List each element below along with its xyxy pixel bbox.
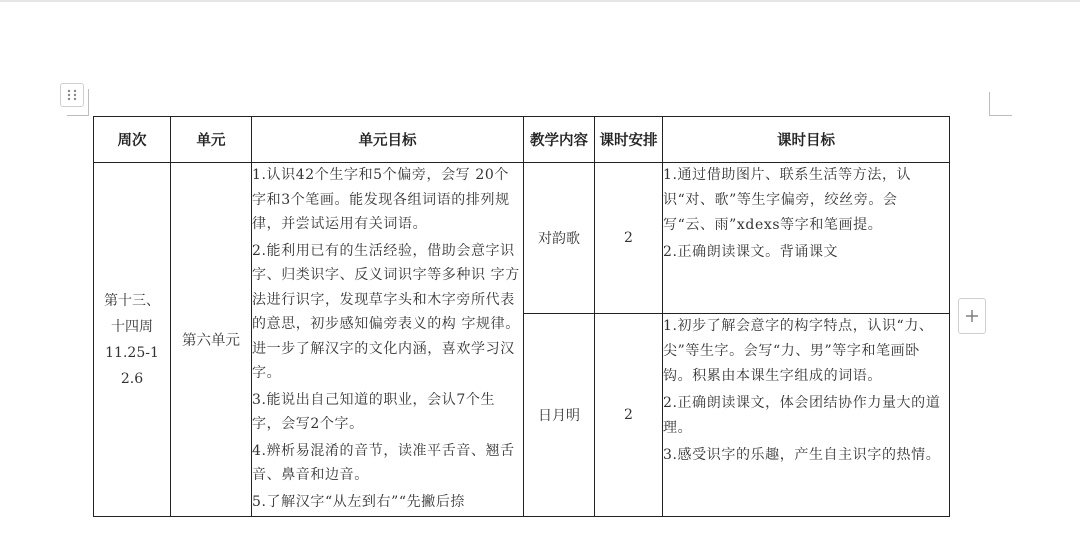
header-lesson-objectives: 课时目标	[663, 117, 950, 163]
page-top-rule	[0, 0, 1080, 2]
teaching-plan-table	[93, 116, 950, 517]
lesson-objective-item: 1.通过借助图片、联系生活等方法，认识“对、歌”等生字偏旁，绞丝旁。会写“云、雨”xdexs等字和笔画提。	[663, 167, 912, 233]
table-row	[94, 163, 950, 314]
header-unit: 单元	[171, 117, 252, 163]
lesson-content-cell[interactable]: 对韵歌	[524, 163, 595, 314]
header-class-hours: 课时安排	[595, 117, 663, 163]
header-unit-goals: 单元目标	[252, 117, 524, 163]
lesson-content-cell[interactable]: 日月明	[524, 314, 595, 517]
unit-goal-item: 4.辨析易混淆的音节，读准平舌音、翘舌音、鼻音和边音。	[252, 442, 515, 483]
unit-goal-item: 3.能说出自己知道的职业，会认7个生字，会写2个字。	[252, 391, 496, 432]
lesson-objective-item: 2.正确朗读课文。背诵课文	[663, 244, 839, 260]
lesson-hours-cell[interactable]: 2	[595, 314, 663, 517]
week-line: 第十三、	[104, 292, 160, 309]
unit-goals-cell[interactable]	[252, 163, 524, 517]
page-margin-corner-right	[989, 92, 1012, 116]
lesson-objectives-cell[interactable]	[663, 314, 950, 517]
week-line: 十四周	[111, 318, 153, 335]
unit-cell[interactable]: 第六单元	[171, 163, 252, 517]
header-teaching-content: 教学内容	[524, 117, 595, 163]
week-line: 2.6	[120, 370, 144, 387]
week-line: 11.25-1	[105, 344, 159, 361]
lesson-objective-item: 3.感受识字的乐趣，产生自主识字的热情。	[663, 447, 941, 463]
unit-goal-item: 2.能利用已有的生活经验，借助会意字识字、归类识字、反义词识字等多种识 字方法进行识字，发现草字头和木字旁所代表的意思，初步感知偏旁表义的构 字规律。进一步了解汉字的文化内涵，喜欢学习汉字。	[252, 242, 520, 381]
unit-goal-item: 5.了解汉字“从左到右”“先撇后捺	[252, 493, 466, 510]
lesson-objective-item: 2.正确朗读课文，体会团结协作力量大的道理。	[663, 395, 941, 436]
lesson-objective-item: 1.初步了解会意字的构字特点，认识“力、尖”等生字。会写“力、男”等字和笔画卧钩。积累由本课生字组成的词语。	[663, 318, 934, 384]
table-move-handle-icon[interactable]	[60, 83, 84, 107]
lesson-hours-cell[interactable]: 2	[595, 163, 663, 314]
lesson-objectives-cell[interactable]	[663, 163, 950, 314]
add-column-plus-icon[interactable]	[958, 298, 986, 334]
header-week: 周次	[94, 117, 171, 163]
week-cell[interactable]	[94, 163, 171, 517]
unit-goal-item: 1.认识42个生字和5个偏旁，会写 20个字和3个笔画。能发现各组词语的排列规律，并尝试运用有关词语。	[252, 167, 510, 232]
table-header-row	[94, 117, 950, 163]
